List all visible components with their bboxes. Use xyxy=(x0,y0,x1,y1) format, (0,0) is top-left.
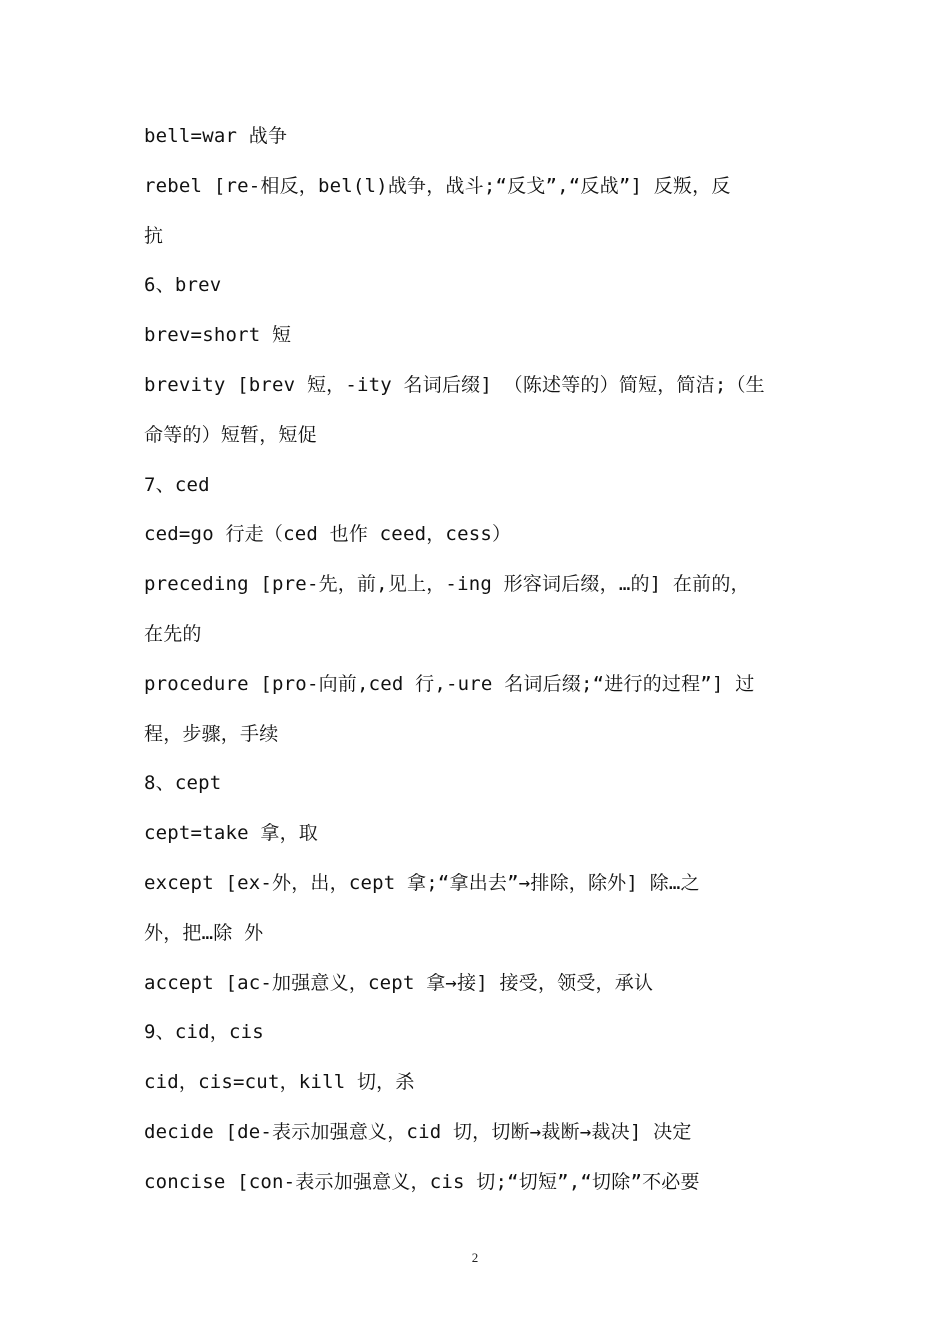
section-heading: 7、ced xyxy=(144,473,210,496)
section-heading: 9、cid，cis xyxy=(144,1021,264,1044)
text-line: brev=short 短 xyxy=(144,324,292,347)
section-heading: 8、cept xyxy=(144,772,222,795)
text-line: decide [de-表示加强意义，cid 切，切断→裁断→裁决] 决定 xyxy=(144,1120,692,1143)
section-heading: 6、brev xyxy=(144,274,222,297)
text-line: rebel [re-相反，bel(l)战争，战斗;“反戈”,“反战”] 反叛，反 xyxy=(144,174,731,197)
text-line: procedure [pro-向前,ced 行,-ure 名词后缀;“进行的过程”] 过 xyxy=(144,672,755,695)
text-line: bell=war 战争 xyxy=(144,125,288,147)
text-line: ced=go 行走（ced 也作 ceed，cess） xyxy=(144,523,512,546)
text-line: 在先的 xyxy=(144,622,202,645)
text-line: except [ex-外，出，cept 拿;“拿出去”→排除，除外] 除…之 xyxy=(144,871,700,894)
page-number: 2 xyxy=(471,1250,479,1265)
text-line: cid，cis=cut，kill 切，杀 xyxy=(144,1071,415,1094)
text-line: 命等的）短暂，短促 xyxy=(144,423,317,446)
text-line: 抗 xyxy=(144,224,164,247)
text-line: concise [con-表示加强意义，cis 切;“切短”,“切除”不必要 xyxy=(144,1170,700,1193)
text-line: 程，步骤，手续 xyxy=(144,722,279,745)
text-line: preceding [pre-先，前,见上，-ing 形容词后缀，…的] 在前的， xyxy=(144,573,750,596)
text-line: accept [ac-加强意义，cept 拿→接] 接受，领受，承认 xyxy=(144,971,654,994)
text-line: brevity [brev 短，-ity 名词后缀] （陈述等的）简短，简洁;（生 xyxy=(144,373,765,396)
text-body xyxy=(144,112,810,1208)
text-line: 外，把…除 外 xyxy=(144,921,264,944)
text-line: cept=take 拿，取 xyxy=(144,822,318,845)
